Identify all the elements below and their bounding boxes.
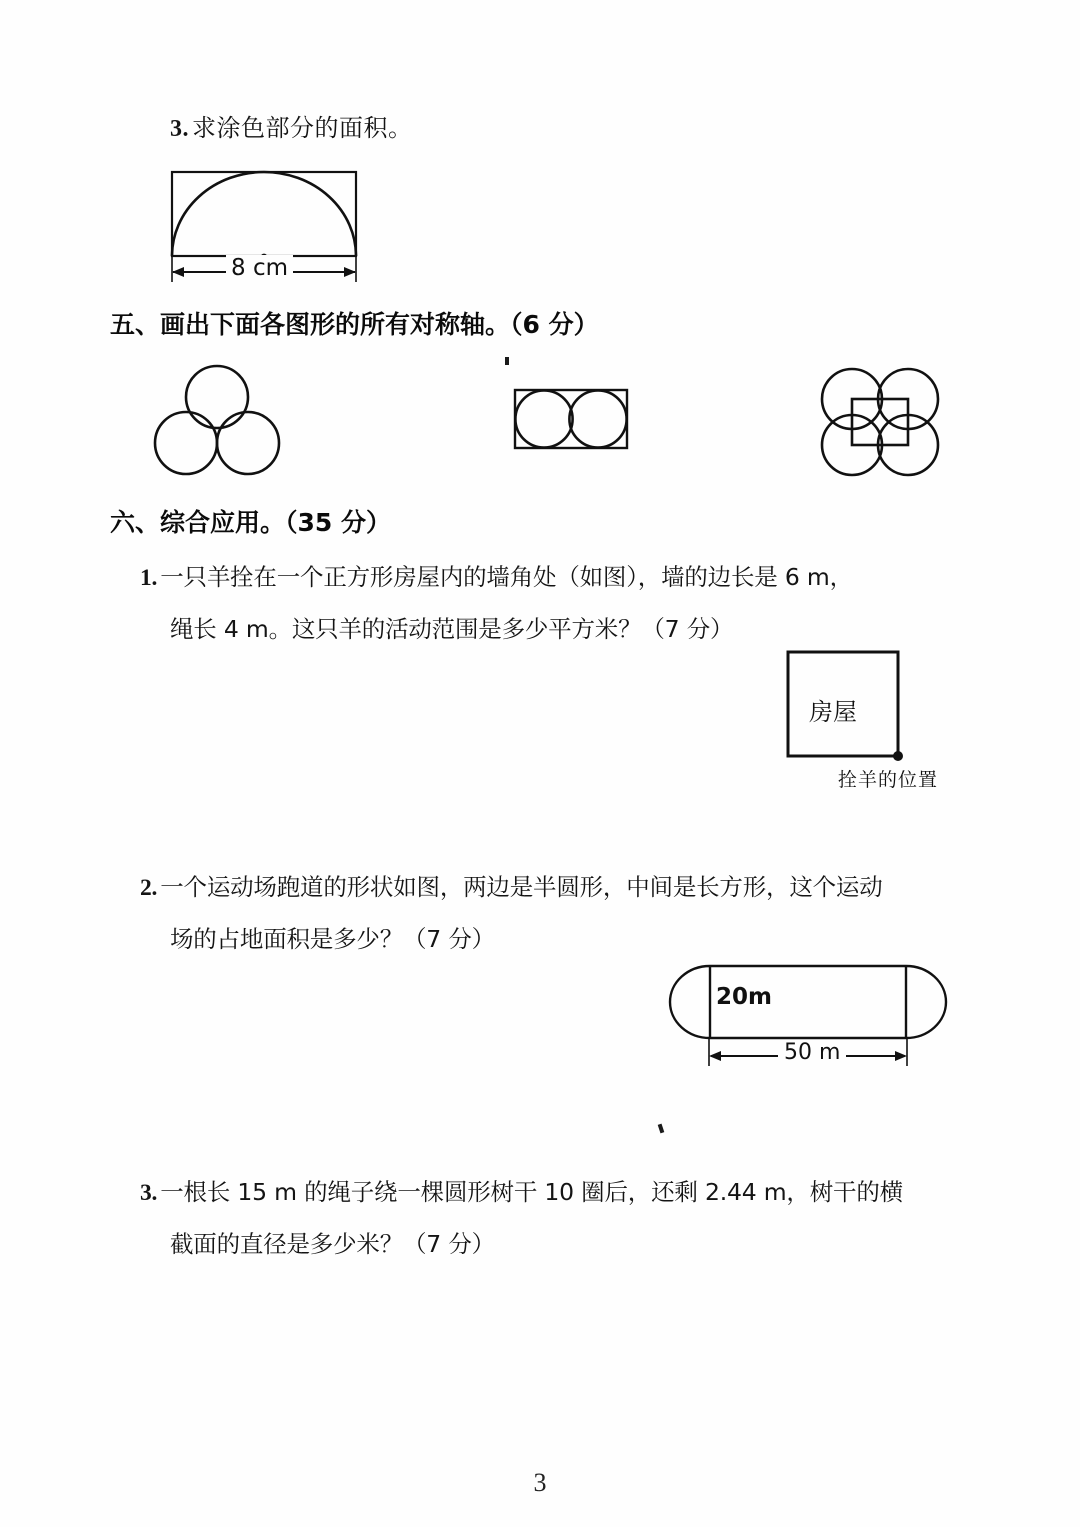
track-arrow-left: [709, 1051, 721, 1061]
dimension-label-8cm: 8 cm: [226, 255, 293, 281]
scan-artifact-mark-1: [505, 357, 509, 365]
tie-point-dot: [893, 751, 903, 761]
dimension-arrow-left: [172, 267, 184, 277]
track-inside-label: 20m: [716, 984, 772, 1010]
track-dimension-label: 50 m: [778, 1040, 846, 1065]
circle-bottom-right: [217, 412, 279, 474]
question-3-line-1: [140, 1173, 903, 1207]
semicircle-arc: [172, 172, 356, 256]
tie-point-label: 拴羊的位置: [838, 769, 939, 791]
question-3-top-text: 求涂色部分的面积。: [192, 116, 413, 142]
figure-three-circles: [145, 365, 295, 475]
figure-house-square: [782, 646, 962, 796]
figure-running-track: [662, 958, 962, 1070]
question-2-text-1: 一个运动场跑道的形状如图，两边是半圆形，中间是长方形，这个运动: [160, 873, 883, 901]
track-left-semicircle: [670, 966, 710, 1038]
figure-four-circles-square: [812, 366, 947, 478]
circle-bottom-left: [155, 412, 217, 474]
question-1-number: 1.: [140, 565, 158, 591]
rect-outline: [172, 172, 356, 256]
question-3-top-number: 3.: [170, 116, 189, 142]
question-3-text-1: 一根长 15 m 的绳子绕一棵圆形树干 10 圈后，还剩 2.44 m，树干的横: [160, 1178, 903, 1206]
question-1-line-2: 绳长 4 m。这只羊的活动范围是多少平方米？（7 分）: [170, 615, 734, 643]
dimension-arrow-right: [344, 267, 356, 277]
scan-artifact-mark-2: [658, 1124, 665, 1134]
section-six-heading: 六、综合应用。（35 分）: [110, 508, 391, 537]
track-right-semicircle: [906, 966, 946, 1038]
house-inside-label: 房屋: [809, 698, 857, 726]
figure-rectangle-semicircle: [160, 160, 390, 290]
circle-top: [186, 366, 248, 428]
circle-right: [569, 390, 626, 447]
question-2-line-1: [140, 868, 883, 902]
question-3-line-2: 截面的直径是多少米？（7 分）: [170, 1230, 495, 1258]
rect-outline: [515, 390, 627, 448]
question-1-text-1: 一只羊拴在一个正方形房屋内的墙角处（如图），墙的边长是 6 m，: [160, 563, 853, 591]
question-1-line-1: [140, 558, 853, 592]
track-arrow-right: [895, 1051, 907, 1061]
question-2-number: 2.: [140, 875, 158, 901]
section-five-heading: 五、画出下面各图形的所有对称轴。（6 分）: [110, 310, 599, 339]
question-3-top-line: [170, 108, 413, 143]
page-number: 3: [533, 1468, 547, 1497]
circle-left: [515, 390, 572, 447]
figure-two-circles-rectangle: [513, 388, 633, 460]
question-2-line-2: 场的占地面积是多少？（7 分）: [170, 925, 495, 953]
question-3-number: 3.: [140, 1180, 158, 1206]
